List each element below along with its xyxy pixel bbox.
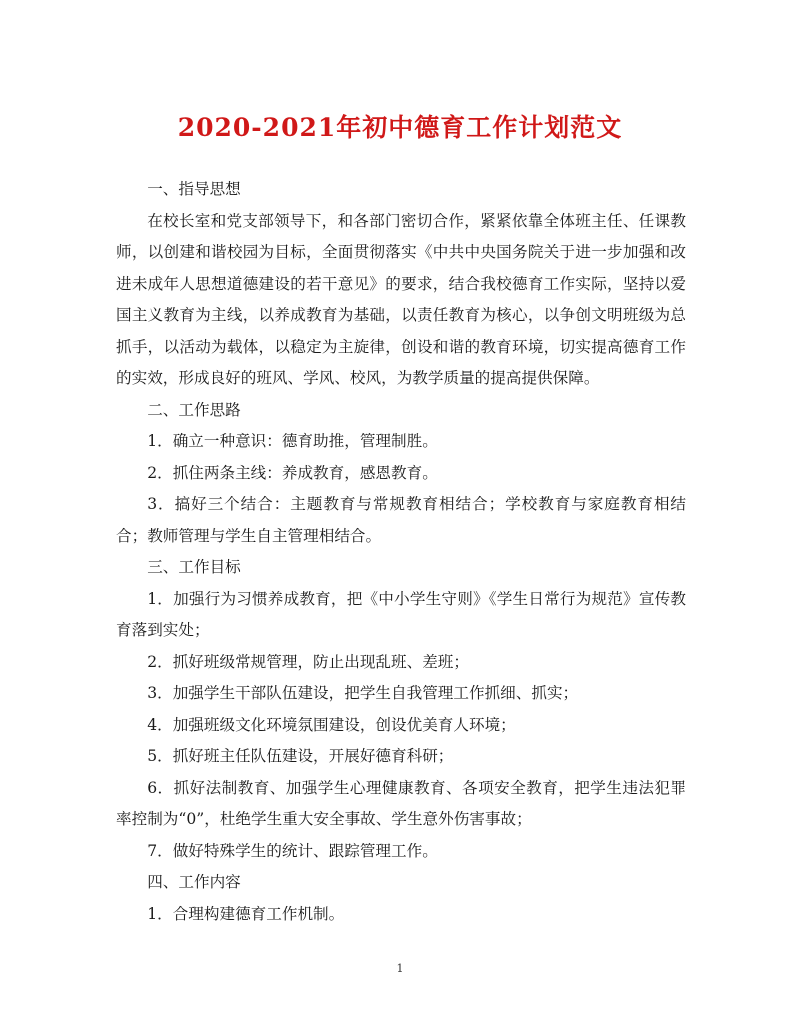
list-item: 6．抓好法制教育、加强学生心理健康教育、各项安全教育，把学生违法犯罪率控制为“0”，杜绝学生重大安全事故、学生意外伤害事故； bbox=[116, 778, 686, 828]
list-item: 3．加强学生干部队伍建设，把学生自我管理工作抓细、抓实； bbox=[147, 684, 579, 702]
list-item: 3．搞好三个结合：主题教育与常规教育相结合；学校教育与家庭教育相结合；教师管理与学生自主管理相结合。 bbox=[116, 495, 686, 545]
list-item: 2．抓好班级常规管理，防止出现乱班、差班； bbox=[147, 652, 469, 671]
page-number: 1 bbox=[396, 962, 404, 975]
document-body bbox=[116, 174, 686, 930]
list-item: 5．抓好班主任队伍建设，开展好德育科研； bbox=[147, 747, 454, 765]
list-item: 1．确立一种意识：德育助推，管理制胜。 bbox=[147, 432, 438, 450]
heading-work-content: 四、工作内容 bbox=[147, 873, 241, 891]
list-item: 4．加强班级文化环境氛围建设，创设优美育人环境； bbox=[147, 715, 516, 734]
paragraph-guiding-ideology: 在校长室和党支部领导下，和各部门密切合作，紧紧依靠全体班主任、任课教师，以创建和谐校园为目标，全面贯彻落实《中共中央国务院关于进一步加强和改进未成年人思想道德建设的若干意见》的要求，结合我校德育工作实际，坚持以爱国主义教育为主线，以养成教育为基础，以责任教育为核心，以争创文明班级为总抓手，以活动为载体，以稳定为主旋律，创设和谐的教育环境，切实提高德育工作的实效，形成良好的班风、学风、校风，为教学质量的提高提供保障。 bbox=[116, 211, 686, 387]
list-item: 1．合理构建德育工作机制。 bbox=[147, 904, 345, 923]
list-item: 1．加强行为习惯养成教育，把《中小学生守则》《学生日常行为规范》宣传教育落到实处； bbox=[116, 589, 686, 639]
list-item: 7．做好特殊学生的统计、跟踪管理工作。 bbox=[147, 841, 438, 860]
document-title: 2020-2021年初中德育工作计划范文 bbox=[177, 113, 623, 142]
heading-guiding-ideology: 一、指导思想 bbox=[147, 180, 241, 198]
heading-work-approach: 二、工作思路 bbox=[147, 400, 241, 419]
list-item: 2．抓住两条主线：养成教育，感恩教育。 bbox=[147, 463, 438, 482]
heading-work-goals: 三、工作目标 bbox=[147, 558, 241, 576]
